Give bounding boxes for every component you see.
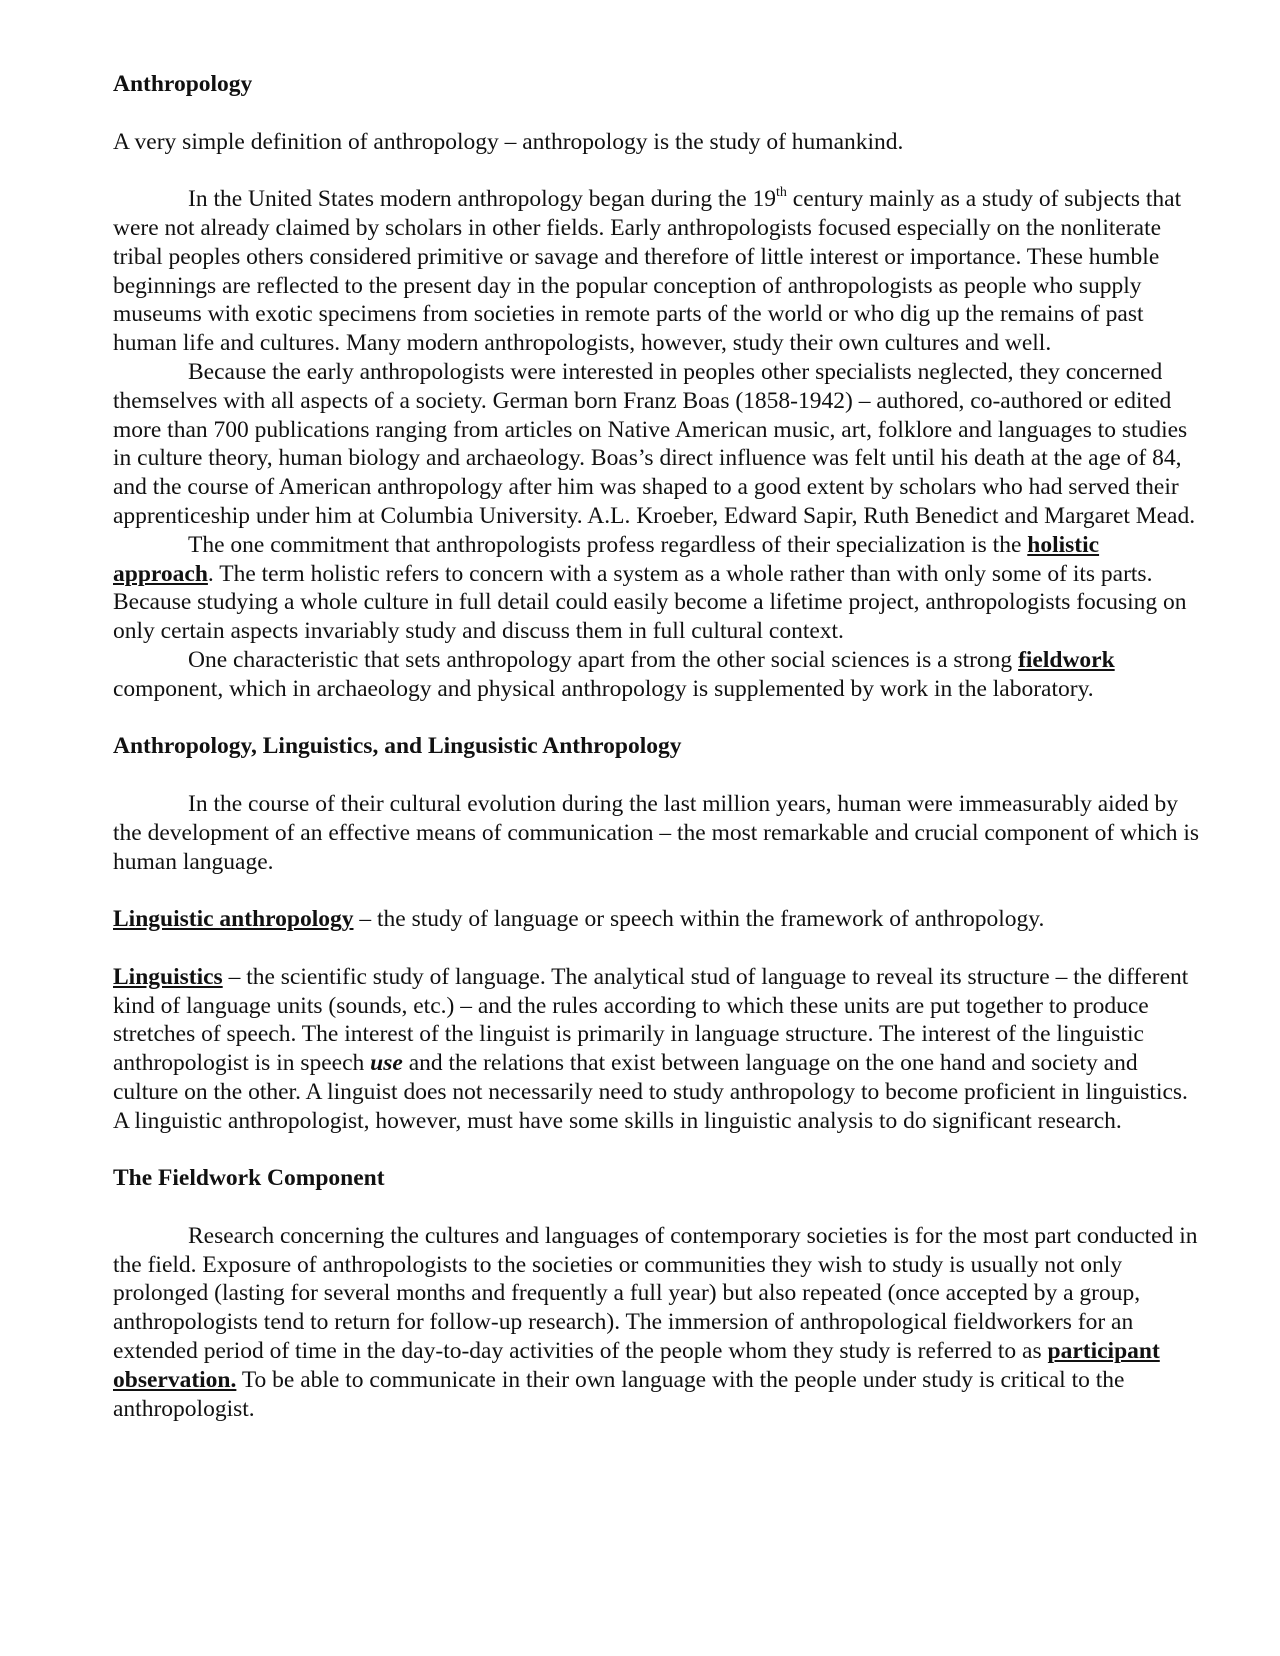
document-page — [113, 70, 1203, 1423]
paragraph-linguistics-text-a: – the scientific study of language. The analytical stud of language to reveal its structure – the different kind of language units (sounds, etc.) – and the rules according to which these units are put together to produce stretches of speech. The interest of the linguist is primarily in language structure. The interest of the linguistic anthropologist is in speech — [113, 963, 1189, 1077]
term-holistic-approach: holistic approach — [113, 531, 1100, 587]
spacer — [113, 876, 1203, 905]
heading-fieldwork: The Fieldwork Component — [113, 1165, 385, 1192]
spacer — [113, 1135, 1203, 1164]
spacer — [113, 704, 1203, 733]
paragraph-linguistic-anthropology-text: – the study of language or speech within the framework of anthropology. — [353, 906, 1045, 933]
spacer — [113, 761, 1203, 790]
spacer — [113, 1193, 1203, 1222]
paragraph-holistic-text-a: The one commitment that anthropologists profess regardless of their specialization is the — [188, 531, 1028, 558]
term-participant-observation: participant observation. — [113, 1338, 1160, 1393]
paragraph-research-text-b: To be able to communicate in their own language with the people under study is critical to the anthropologist. — [113, 1366, 1125, 1422]
superscript-th: th — [776, 185, 787, 201]
paragraph-history — [113, 185, 1203, 358]
heading-linguistics: Anthropology, Linguistics, and Lingusistic Anthropology — [113, 733, 682, 760]
paragraph-linguistics-text-b: and the relations that exist between language on the one hand and society and culture on the other. A linguist does not necessarily need to study anthropology to become proficient in linguistics. A linguistic anthropologist, however, must have some skills in linguistic analysis to do significant research. — [113, 1050, 1188, 1134]
definition-paragraph: A very simple definition of anthropology – anthropology is the study of humankind. — [113, 128, 904, 155]
term-linguistic-anthropology: Linguistic anthropology — [113, 906, 354, 933]
spacer — [113, 934, 1203, 963]
paragraph-fieldwork-text-a: One characteristic that sets anthropology apart from the other social sciences is a strong — [188, 646, 1019, 673]
term-linguistics: Linguistics — [113, 963, 223, 990]
paragraph-research-text-a: Research concerning the cultures and languages of contemporary societies is for the most part conducted in the field. Exposure of anthropologists to the societies or communities they wish to study is usually not only prolonged (lasting for several months and frequently a full year) but also repeated (once accepted by a group, anthropologists tend to return for follow-up research). The immersion of anthropological fieldworkers for an extended period of time in the day-to-day activities of the people whom they study is referred to as — [113, 1222, 1198, 1365]
heading-anthropology: Anthropology — [113, 71, 253, 97]
paragraph-history-text-b: century mainly as a study of subjects that were not already claimed by scholars in other fields. Early anthropologists focused especially on the nonliterate tribal peoples others considered primitive or savage and therefore of little interest or importance. These humble beginnings are reflected to the present day in the popular conception of anthropologists as people who supply museums with exotic specimens from societies in remote parts of the world or who dig up the remains of past human life and cultures. Many modern anthropologists, however, study their own cultures and well. — [113, 186, 1182, 357]
paragraph-boas: Because the early anthropologists were interested in peoples other specialists neglected, they concerned themselves with all aspects of a society. German born Franz Boas (1858-1942) – authored, co-authored or edited more than 700 publications ranging from articles on Native American music, art, folklore and languages to studies in culture theory, human biology and archaeology. Boas’s direct influence was felt until his death at the age of 84, and the course of American anthropology after him was shaped to a good extent by scholars who had served their apprenticeship under him at Columbia University. A.L. Kroeber, Edward Sapir, Ruth Benedict and Margaret Mead. — [113, 358, 1196, 529]
paragraph-holistic — [113, 531, 1203, 646]
paragraph-evolution: In the course of their cultural evolution during the last million years, human were immeasurably aided by the development of an effective means of communication – the most remarkable and crucial component of which is human language. — [113, 790, 1200, 875]
spacer — [113, 99, 1203, 128]
paragraph-history-text-a: In the United States modern anthropology began during the 19 — [188, 186, 777, 213]
spacer — [113, 156, 1203, 185]
emphasis-use: use — [370, 1050, 403, 1077]
paragraph-linguistic-anthropology — [113, 905, 1203, 934]
term-fieldwork: fieldwork — [1018, 646, 1115, 673]
paragraph-linguistics — [113, 963, 1203, 1136]
paragraph-fieldwork — [113, 646, 1203, 704]
paragraph-research — [113, 1222, 1203, 1424]
paragraph-holistic-text-b: . The term holistic refers to concern with a system as a whole rather than with only some of its parts. Because studying a whole culture in full detail could easily become a lifetime project, anthropologists focusing on only certain aspects invariably study and discuss them in full cultural context. — [113, 560, 1187, 645]
paragraph-fieldwork-text-b: component, which in archaeology and physical anthropology is supplemented by work in the laboratory. — [113, 675, 1094, 702]
